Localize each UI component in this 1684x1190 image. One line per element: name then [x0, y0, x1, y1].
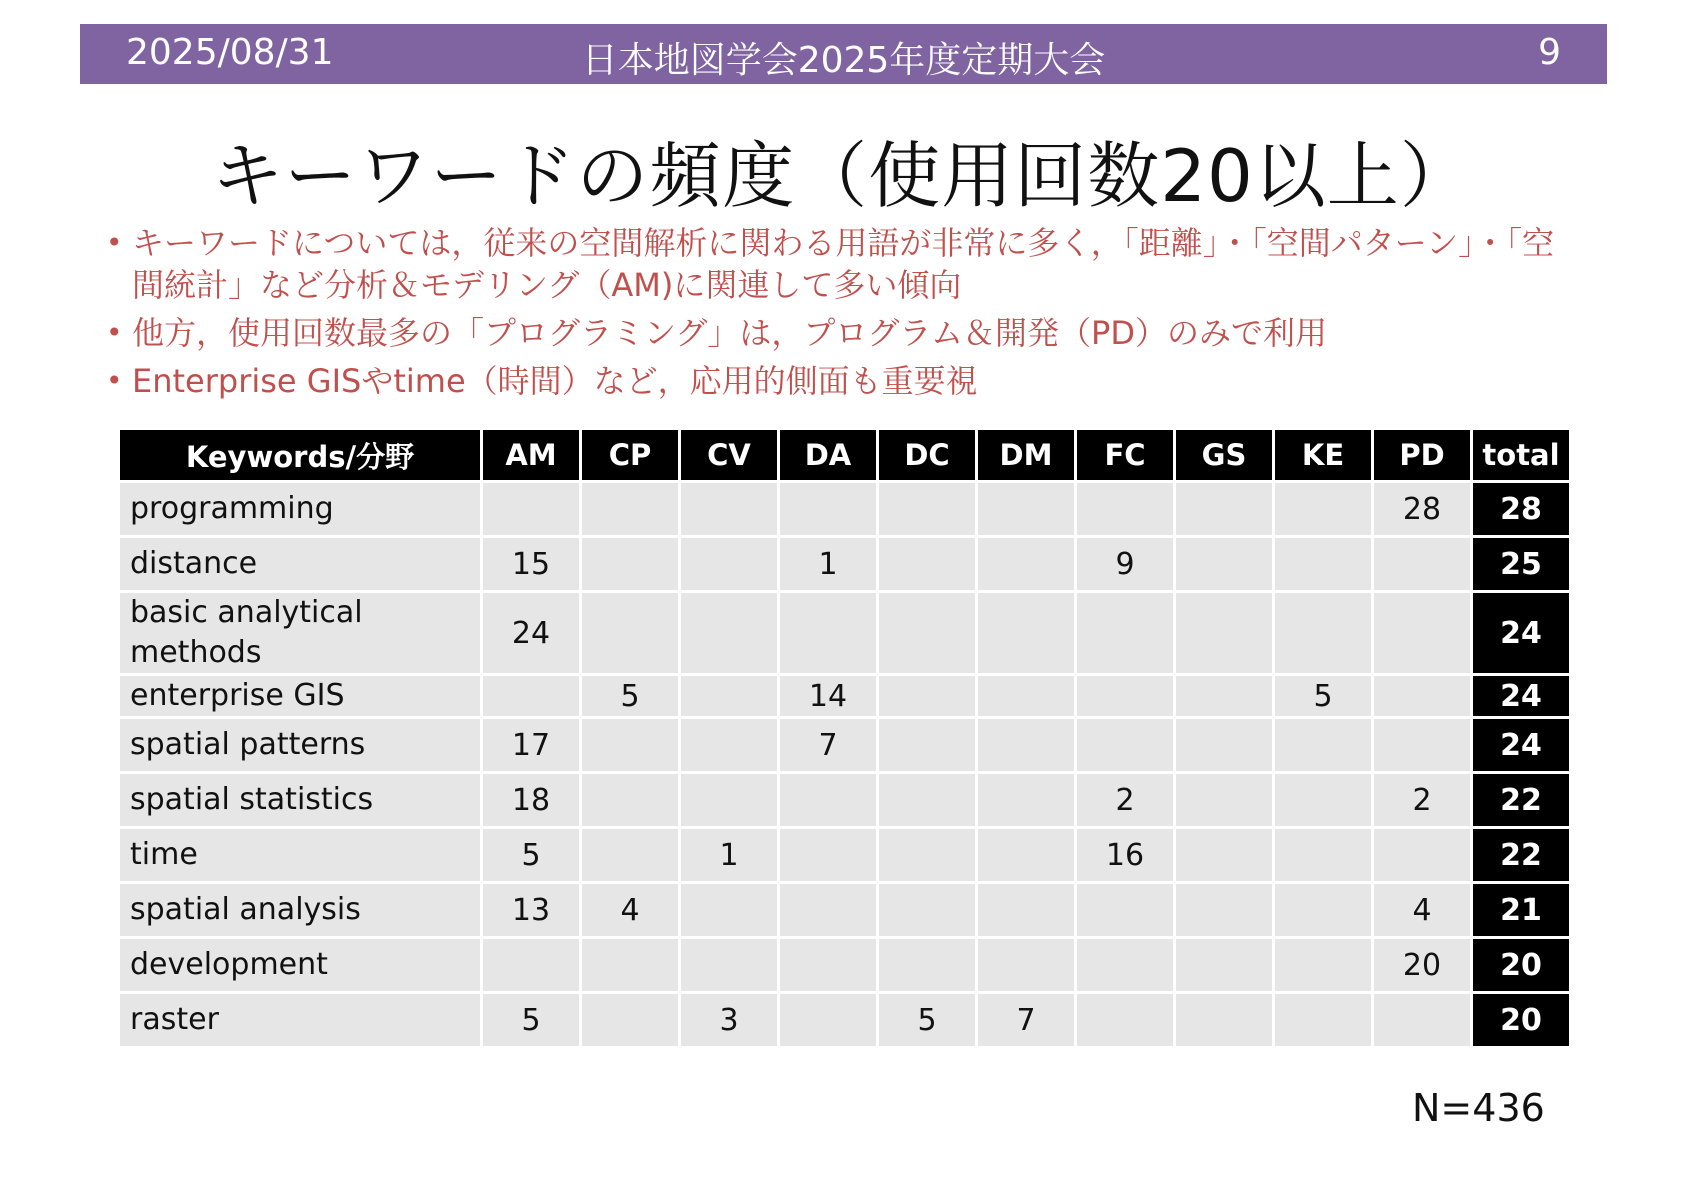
value-cell	[879, 774, 975, 826]
value-cell: 5	[582, 676, 678, 716]
value-cell	[1275, 774, 1371, 826]
value-cell	[582, 538, 678, 590]
value-cell	[1275, 719, 1371, 771]
value-cell	[978, 593, 1074, 673]
keyword-frequency-table	[117, 427, 1572, 1049]
value-cell	[780, 884, 876, 936]
value-cell: 16	[1077, 829, 1173, 881]
value-cell: 3	[681, 994, 777, 1046]
value-cell	[1077, 676, 1173, 716]
value-cell	[681, 884, 777, 936]
value-cell	[978, 829, 1074, 881]
column-header-category: DM	[978, 430, 1074, 480]
total-cell: 24	[1473, 719, 1569, 771]
total-cell: 20	[1473, 994, 1569, 1046]
value-cell	[879, 719, 975, 771]
bullet-item	[106, 222, 1566, 306]
value-cell	[780, 483, 876, 535]
table-row	[120, 774, 1569, 826]
value-cell: 28	[1374, 483, 1470, 535]
column-header-category: CV	[681, 430, 777, 480]
value-cell	[879, 884, 975, 936]
value-cell	[1275, 939, 1371, 991]
column-header-category: DA	[780, 430, 876, 480]
keyword-cell: spatial patterns	[120, 719, 480, 771]
keyword-cell: spatial analysis	[120, 884, 480, 936]
keyword-cell: time	[120, 829, 480, 881]
value-cell: 18	[483, 774, 579, 826]
column-header-category: KE	[1275, 430, 1371, 480]
value-cell	[1374, 719, 1470, 771]
value-cell	[978, 483, 1074, 535]
value-cell	[879, 593, 975, 673]
value-cell: 9	[1077, 538, 1173, 590]
value-cell	[879, 483, 975, 535]
keyword-cell: distance	[120, 538, 480, 590]
value-cell	[1176, 593, 1272, 673]
value-cell	[582, 719, 678, 771]
bullet-item	[106, 360, 1566, 402]
value-cell	[1374, 829, 1470, 881]
value-cell	[582, 994, 678, 1046]
column-header-category: GS	[1176, 430, 1272, 480]
bullet-dot-icon: •	[106, 364, 123, 397]
value-cell: 1	[780, 538, 876, 590]
value-cell: 20	[1374, 939, 1470, 991]
table-header-row	[120, 430, 1569, 480]
value-cell: 5	[1275, 676, 1371, 716]
value-cell	[1374, 676, 1470, 716]
value-cell: 7	[978, 994, 1074, 1046]
value-cell	[1077, 994, 1173, 1046]
column-header-category: CP	[582, 430, 678, 480]
table-row	[120, 538, 1569, 590]
column-header-keywords: Keywords/分野	[120, 430, 480, 480]
value-cell: 13	[483, 884, 579, 936]
value-cell	[879, 829, 975, 881]
value-cell: 17	[483, 719, 579, 771]
total-cell: 25	[1473, 538, 1569, 590]
value-cell	[1176, 994, 1272, 1046]
bullet-text: 他方，使用回数最多の「プログラミング」は，プログラム＆開発（PD）のみで利用	[132, 314, 1327, 352]
value-cell	[978, 676, 1074, 716]
value-cell	[780, 593, 876, 673]
keyword-cell: raster	[120, 994, 480, 1046]
value-cell	[1176, 774, 1272, 826]
value-cell	[780, 774, 876, 826]
keyword-cell: programming	[120, 483, 480, 535]
bullet-text: Enterprise GISやtime（時間）など，応用的側面も重要視	[132, 362, 978, 400]
keyword-cell: enterprise GIS	[120, 676, 480, 716]
page-number: 9	[1538, 32, 1561, 73]
column-header-total: total	[1473, 430, 1569, 480]
column-header-category: AM	[483, 430, 579, 480]
table-body	[120, 483, 1569, 1046]
total-cell: 20	[1473, 939, 1569, 991]
value-cell	[1077, 719, 1173, 771]
value-cell: 4	[1374, 884, 1470, 936]
table-row	[120, 676, 1569, 716]
value-cell	[483, 939, 579, 991]
total-cell: 21	[1473, 884, 1569, 936]
value-cell: 4	[582, 884, 678, 936]
value-cell	[582, 483, 678, 535]
value-cell	[1176, 538, 1272, 590]
value-cell	[879, 939, 975, 991]
value-cell	[681, 483, 777, 535]
value-cell	[780, 994, 876, 1046]
value-cell	[681, 538, 777, 590]
value-cell	[681, 719, 777, 771]
value-cell	[978, 884, 1074, 936]
value-cell	[780, 829, 876, 881]
value-cell: 2	[1374, 774, 1470, 826]
value-cell	[681, 939, 777, 991]
value-cell	[1275, 884, 1371, 936]
value-cell	[1176, 884, 1272, 936]
value-cell	[1176, 719, 1272, 771]
table-row	[120, 483, 1569, 535]
value-cell	[1275, 593, 1371, 673]
sample-size-label: N=436	[1412, 1086, 1545, 1130]
value-cell: 15	[483, 538, 579, 590]
value-cell	[1275, 829, 1371, 881]
column-header-category: PD	[1374, 430, 1470, 480]
value-cell	[1176, 676, 1272, 716]
value-cell	[1176, 483, 1272, 535]
bullet-list	[106, 222, 1566, 408]
value-cell	[1374, 593, 1470, 673]
value-cell	[582, 774, 678, 826]
value-cell	[978, 538, 1074, 590]
table-row	[120, 829, 1569, 881]
total-cell: 22	[1473, 829, 1569, 881]
total-cell: 22	[1473, 774, 1569, 826]
value-cell	[978, 719, 1074, 771]
value-cell	[879, 538, 975, 590]
table-row	[120, 994, 1569, 1046]
header-date: 2025/08/31	[126, 32, 334, 73]
value-cell: 5	[879, 994, 975, 1046]
value-cell: 2	[1077, 774, 1173, 826]
value-cell	[1275, 483, 1371, 535]
value-cell	[780, 939, 876, 991]
header-conference: 日本地図学会2025年度定期大会	[581, 40, 1106, 81]
value-cell: 7	[780, 719, 876, 771]
value-cell	[1176, 939, 1272, 991]
slide-title: キーワードの頻度（使用回数20以上）	[211, 134, 1473, 218]
value-cell	[1374, 994, 1470, 1046]
value-cell	[483, 676, 579, 716]
value-cell	[1077, 939, 1173, 991]
value-cell	[1176, 829, 1272, 881]
value-cell: 5	[483, 994, 579, 1046]
table-row	[120, 884, 1569, 936]
value-cell	[1077, 593, 1173, 673]
value-cell	[1374, 538, 1470, 590]
value-cell	[582, 939, 678, 991]
table-row	[120, 593, 1569, 673]
keyword-cell: spatial statistics	[120, 774, 480, 826]
column-header-category: FC	[1077, 430, 1173, 480]
total-cell: 24	[1473, 593, 1569, 673]
value-cell	[879, 676, 975, 716]
value-cell: 14	[780, 676, 876, 716]
bullet-dot-icon: •	[106, 316, 123, 349]
table-row	[120, 719, 1569, 771]
value-cell	[1275, 994, 1371, 1046]
value-cell: 1	[681, 829, 777, 881]
value-cell	[681, 593, 777, 673]
bullet-text: キーワードについては，従来の空間解析に関わる用語が非常に多く，「距離」・「空間パターン」・「空間統計」など分析＆モデリング（AM)に関連して多い傾向	[132, 224, 1555, 304]
value-cell	[681, 676, 777, 716]
bullet-dot-icon: •	[106, 226, 123, 259]
value-cell	[978, 939, 1074, 991]
bullet-item	[106, 312, 1566, 354]
value-cell	[582, 829, 678, 881]
table-row	[120, 939, 1569, 991]
value-cell	[582, 593, 678, 673]
value-cell: 5	[483, 829, 579, 881]
keyword-cell: basic analytical methods	[120, 593, 480, 673]
header-bar	[80, 24, 1607, 84]
total-cell: 24	[1473, 676, 1569, 716]
keyword-cell: development	[120, 939, 480, 991]
column-header-category: DC	[879, 430, 975, 480]
value-cell	[483, 483, 579, 535]
value-cell: 24	[483, 593, 579, 673]
value-cell	[1077, 483, 1173, 535]
total-cell: 28	[1473, 483, 1569, 535]
value-cell	[1275, 538, 1371, 590]
value-cell	[681, 774, 777, 826]
value-cell	[1077, 884, 1173, 936]
value-cell	[978, 774, 1074, 826]
